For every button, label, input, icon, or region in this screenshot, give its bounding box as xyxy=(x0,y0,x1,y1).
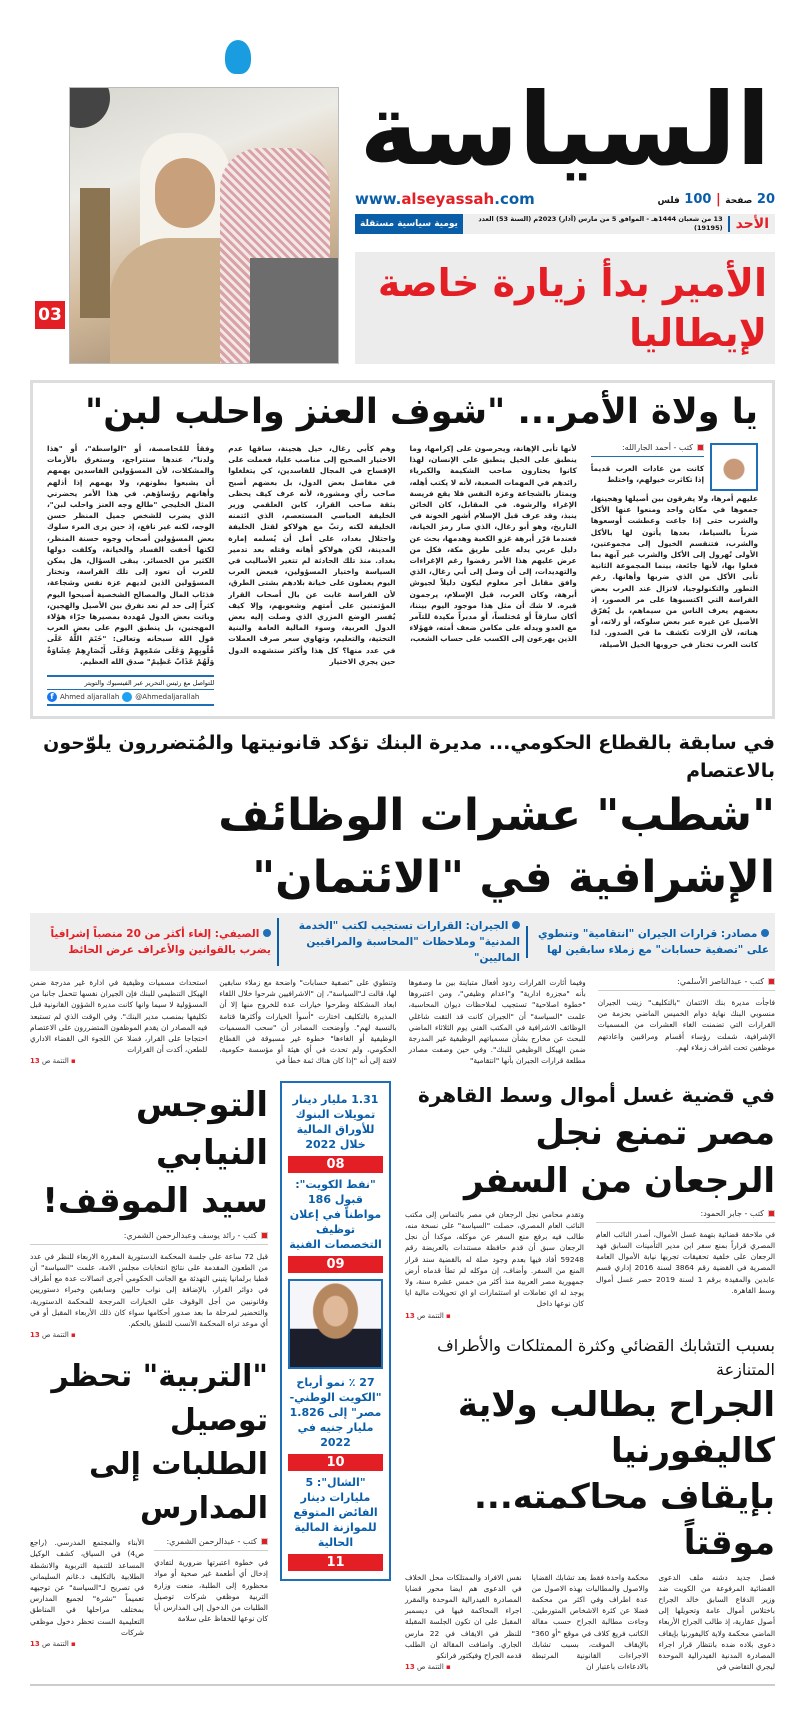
egypt-col2: وتقدم محامي نجل الرجعان في مصر بالتماس إلى مكتب النائب العام المصري، حصلت "السياسة" على نسخة منه، طالب فيه برفع منع السفر عن موكله، موكدا أن نجل الرجعان سبق أن قدم حافظة مستندات بالعريضة رقم 59248 أفاد فيها بعدم وجود صلة له بالقضية سند قرار المنع من السفر. وأضاف، إن موكله لم تطأ قدماه أرض جمهورية مصر العربية منذ أكثر من خمس عشرة سنة، ولا يوجد له اي تعاملات او استثمارات او اي تحويلات مالية ايا كان نوعها داخل xyxy=(405,1209,584,1309)
globe-icon xyxy=(512,921,520,929)
author-photo xyxy=(710,443,758,491)
twitter-handle[interactable]: @Ahmedaljarallah xyxy=(135,693,200,702)
twitter-icon[interactable] xyxy=(122,692,132,702)
index-item[interactable]: 1.31 مليار دينار تمويلات البنوك للأوراق المالية خلال 2022 xyxy=(292,1092,379,1151)
bullet-icon xyxy=(697,444,704,451)
education-col1: في خطوة اعتبرتها ضرورية لتفادي إدخال أي أطعمة غير صحية أو مواد محظورة إلى الطلبة، منعت وزارة التربية موظفي شركات توصيل الطلبات من الدخول إلى المدارس أيا كان نوعها للحفاظ على سلامة xyxy=(154,1558,268,1624)
top-section xyxy=(30,40,775,364)
continued-link[interactable]: ▪ التتمة ص 13 xyxy=(30,1331,76,1340)
index-page[interactable]: 09 xyxy=(288,1256,383,1273)
main-kicker: في سابقة بالقطاع الحكومي... مديرة البنك تؤكد قانونيتها والمُتضررون يلوّحون بالاعتصام xyxy=(43,732,775,783)
egypt-kicker: في قضية غسل أموال وسط القاهرة xyxy=(418,1082,775,1107)
egypt-col1: في ملاحقة قضائية بتهمة غسل الأموال، أصدر النائب العام المصري قراراً بمنع سفر ابن مدير التأمينات السابق فهد الرجعان على خلفية تحقيقات تجريها نيابة الأموال العامة المصرية في القضية رقم 3864 لسنة 2016 إداري قسم عابدين والمقيدة برقم 1 لسنة 2019 حصر غسل أموال وسط القاهرة. xyxy=(596,1229,775,1295)
jarrah-kicker: بسبب التشابك القضائي وكثرة الممتلكات والأطراف المتنازعة xyxy=(437,1335,775,1379)
index-item[interactable]: "نفط الكويت": قبول 186 مواطناً في إعلان توظيف التخصصات الفنية xyxy=(289,1177,382,1251)
education-headline-2[interactable]: الطلبات إلى المدارس xyxy=(88,1447,268,1527)
facebook-icon[interactable]: f xyxy=(47,692,57,702)
editorial-col2: لأنها تأبى الإهانة، ويحرصون على إكرامها، وما ينطبق على الخيل ينطبق على الإنسان، لهذا كانوا يختارون صاحب الشكيمة والكبرياء رائدهم في المهمات الصعبة، لأنه لا يكتب أهله، ويمتاز بالشجاعة وعزة النفس فلا يقع فريسة الإغراء والرشوة. في المقابل، كان الخائن ينبذ، وقد عرف قبل الإسلام أشهر الخونة في التاريخ، وهو أبو رغال، الذي صار رمز الخيانة، فعندما قرّر أبرهة غزو الكعبة وهدمها، بحث عن دليل عربي يدله على طريق مكة، فكل من عرض عليهم هذا الأمر رفضوا رغم الإغراءات والتهديدات، إلى أن وصل إلى أبي رغال، الذي وافق مقابل أجر معلوم ليكون دليلاً لجيوش أبرهة، وكان العرب، قبل الإسلام، يرجمون قبره. لا شك أن مثل هذا موجود اليوم بيننا، أكان سارقاً أو مُختلساً، أو مدبراً مكيدة للتآمر مع العدو ويدله على مكامن ضعف أمته، فهؤلاء الذين يهرعون إلى الكسب على حساب الشعب، xyxy=(409,444,577,644)
parliament-byline: كتب - رائد يوسف وعبدالرحمن الشمري: xyxy=(30,1231,268,1245)
main-col1: فاجأت مديرة بنك الائتمان "بالتكليف" زينب الجيران منسوبي البنك نهاية دوام الخميس الماضي بحزمة من القرارات التي تضمنت الغاء العشرات من المسميات الإشرافية، شملت رؤساء أقسام ومراقبين واعادتهم موظفين تحت اشراف زملاء لهم. xyxy=(597,998,775,1052)
editorial-col1: عليهم أمرها، ولا يفرقون بين أصيلها وهجينها، جمعوها في مكان واحد ومنعوا عنها الأكل والشرب حتى إذا جاعت وعطشت أوسعوها ضرباً بالسياط، بعدها يأتون لها بالأكل والشرب، فتنقسم الخيول إلى مجموعتين، الأولى تُهرول إلى الأكل والشرب غير آبهة بما فعلوا بها، لأنها جائعة، بينما المجموعة الثانية تأبى الأكل من الذي ضربها وأهانها. رغم التطور والتكنولوجيا، لاتزال عند العرب بعض الفراسة التي اكتسبوها على مر العصور، إذ بعضهم يعرف الناس من سيماهم، بل يُفرّق الأصيل عن غيره عبر بعض سلوكه، أو زلاته، أو هناته، لأن الزلات تكشف ما في الصدور. لذا كانت العرب تختار في حروبها الخيل الأصيلة، xyxy=(590,494,758,649)
jarrah-col2: محكمة واحدة فقط بعد تشابك القضايا والاصول والمطالبات بهذه الاصول من عدة اطراف وفي اكثر من محكمة فضلا عن كثرة الاشخاص المتورطين. وجاءت مطالبة الجراح حسب مقالة الكاتب فريغ كلاف في موقع "أو 360" بالإيقاف الموقت، بسبب تشابك الاجراءات القانونية المرتبطة بالادعاءات باعتبار ان xyxy=(531,1572,649,1672)
main-col3: وتنطوي على "تصفية حسابات" واضحة مع زملاء سابقين لها، قالت لـ"السياسة"، إن "الاشرافيين شرحوا خلال اللقاء ابعاد المشكلة وطرحوا خيارات عدة للخروج منها إلا أن المديرة بالتكليف اختارت "أسوأ الخيارات وأكثرها قتامة بالنسبة لهم". وأوضحت المصادر أن "سحب المسميات الوظيفية أو الغاءها" خطوة غير مسبوقة في القطاع الحكومي، ولم تحدث في أي هيئة أو مؤسسة حكومية، لافتة إلى أنه "إذا كان هناك ثمة خطأ في xyxy=(219,978,397,1066)
subhead[interactable]: الجيران: القرارات تستجيب لكتب "الخدمة المدنية" وملاحظات "المحاسبة والمراقبين الماليين" xyxy=(277,918,526,966)
tagline-badge: يومية سياسية مستقلة xyxy=(355,214,463,234)
main-col2: وفيما أثارت القرارات ردود أفعال متباينة بين ما وصفوها بأنه "مجزرة ادارية" و"اعدام وظيفي"، ومن اعتبروها "خطوة اصلاحية" تستجيب لملاحظات ديوان المحاسبة، علمت "السياسة" أن "الجيران كانت قد التقت شاغلي الوظائف الاشرافية في المكتب الفني يوم الثلاثاء الماضي للبحث عن مخارج بشأن مسمياتهم الوظيفية غير المدرجة ضمن الهيكل الوظيفي للبنك". وفي حين وصفت مصادر مطلعة قرارات الجيران بأنها "انتقامية" xyxy=(408,978,586,1066)
parliament-body: قبل 72 ساعة على جلسة المحكمة الدستورية المقررة الاربعاء للنظر في عدد من الطعون المقدمة على نتائج انتخابات مجلس الامة، علمت "السياسة" أن قطبا برلمانيا يتبنى التهدئة مع الجانب الحكومي أجرى اتصالات عدة مع أطراف في دوائر القرار، بالإضافة إلى نواب حاليين وسابقين وخبراء دستوريين وقانونيين من أجل الوقوف على الخيارات المرجحة للمحكمة الدستورية، والتحضير لمرحلة ما بعد صدور أحكامها سواء كان ذلك الأربعاء المقبل أو في أي موعد تراه المحكمة الأنسب للنطق بالحكم. xyxy=(30,1251,268,1328)
lead-headline[interactable]: الأمير بدأ زيارة خاصة لإيطاليا xyxy=(377,261,767,355)
editorial-headline[interactable]: يا ولاة الأمر... "شوف العنز واحلب لبن" xyxy=(85,392,758,432)
index-page[interactable]: 11 xyxy=(288,1554,383,1571)
parliament-headline-1[interactable]: التوجس النيابي xyxy=(135,1084,268,1173)
index-photo xyxy=(288,1279,383,1369)
date-bar xyxy=(355,214,775,234)
lead-photo xyxy=(69,87,339,364)
index-page[interactable]: 10 xyxy=(288,1454,383,1471)
website-link[interactable]: www.alseyassah.com xyxy=(355,190,535,208)
jarrah-headline-2[interactable]: بإيقاف محاكمته... موقتاً xyxy=(473,1476,775,1563)
globe-icon xyxy=(761,929,769,937)
continued-link[interactable]: ▪ التتمة ص 13 xyxy=(404,1663,451,1672)
subhead[interactable]: مصادر: قرارات الجيران "انتقامية" وتنطوي على "تصفية حسابات" مع زملاء سابقين لها xyxy=(526,926,775,958)
editorial-box xyxy=(30,380,775,719)
masthead xyxy=(355,40,775,364)
editorial-col3: وهم كأبي رغال، خيل هجينة، ساقها عدم الاختيار الصحيح إلى مناصب عليا، فعملت على الإفساح في المجال للفاسدين، كي يتغلغلوا في مفاصل بعض الدول، بل بعضهم أصبح صاحب رأي ومشورة، لأنه عرف كيف يحظى بثقة صاحب القرار، كابن العلقمي وزير الخليفة العباسي المستعصم، الذي ائتمنه الخليفة لكنه رتبّ مع هولاكو لقتل الخليفة واحتلال بغداد، على أمل أن يُسلمه إمارة المدينة، لكن هولاكو أهانه وقتله بعد تدمير بغداد. منذ تلك الحادثة لم تتغير الأساليب في السياسة واختيار المسؤولين، فبعض العرب اليوم يعملون على خيانة بلادهم بشتى الطرق، لأن الفراسة غابت عن بال أصحاب القرار المؤتمنين على أمتهم وشعوبهم، وإلا كيف يُفسر الوضع المزري الذي وصلت إليه بعض الدول العربية، وسوء المالية العامة والبنية التحتية، والتعليم، وتهاوي سعر صرف العملات في عدد منها؟ كل هذا وأكثر ستشهده الدول حين يجري الاختيار xyxy=(228,444,396,666)
index-item[interactable]: "الشال": 5 مليارات دينار الفائض المتوقع للموازنة المالية الحالية xyxy=(293,1475,378,1549)
egypt-byline: كتب - جابر الحمود: xyxy=(596,1209,775,1223)
education-byline: كتب - عبدالرحمن الشمري: xyxy=(154,1537,268,1551)
falcon-logo-icon xyxy=(225,40,251,74)
facebook-handle[interactable]: Ahmed aljarallah xyxy=(60,693,120,702)
newspaper-logo: السياسة xyxy=(355,40,775,186)
main-subheads xyxy=(30,913,775,971)
bottom-rule xyxy=(30,1684,775,1686)
continued-link[interactable]: ▪ التتمة ص 13 xyxy=(30,1639,76,1648)
education-col2: الأبناء والمجتمع المدرسي. (راجع ص4) في السياق، كشف الوكيل المساعد للتنمية التربوية والانشطة الطلابية بالتكليف د.غانم السليماني في تصريح لـ"السياسة" عن توجيهه تعميماً "نشرة" لجميع المدارس بمختلف مراحلها في المناطق التعليمية الست تحظر دخول موظفي شركات xyxy=(30,1538,144,1637)
egypt-headline[interactable]: مصر تمنع نجل الرجعان من السفر xyxy=(463,1112,775,1201)
lead-headline-bar xyxy=(355,252,775,364)
globe-icon xyxy=(263,929,271,937)
main-headline[interactable]: "شطب" عشرات الوظائف الإشرافية في "الائتمان" xyxy=(218,790,775,904)
education-headline-1[interactable]: "التربية" تحظر توصيل xyxy=(51,1359,268,1439)
lead-page-ref[interactable]: 03 xyxy=(35,301,65,329)
editorial-byline: كتب - أحمد الجارالله: xyxy=(591,443,704,457)
parliament-headline-2[interactable]: سيد الموقف! xyxy=(42,1180,268,1221)
editorial-col4: وفقاً للمُحاصصة، أو "الواسطة"، أو "هذا ولدنا"، عندها ستتراجع، وستغرق بالأزمات والمشكلات، لأن المسؤولين الفاسدين يهمهم أن يشبعوا بطونهم، ولا يهمهم إذا أذلهم وأهانهم رؤساؤهم. في هذا الأمر يحضرني المثل الخليجي "طالع وجه العنز واحلب لبن"، الذي يضرب للشخص جميل المنظر حسن الوجه، لكنه غير نافع، إذ حين يرى المرء سلوك بعض المسؤولين أصحاب وجوه حسنة المنظر، لكنها أخفت الفساد والخيانة، وكلفت دولها الكثير من الخسائر. يبقى السؤال، هل يمكن للعرب أن تعود إلى تلك الفراسة، وتختار المسؤولين الذين لديهم عزة نفس وشجاعة، فذئاب المال والمصالح الشخصية أصبحوا اليوم كثراً إلى حد لم نعد نفرق بين الأصيل والهجين، وباتت بعض الدول مُهددة بمصيرها جرّاء هؤلاء المهجنين، بل ينطبق اليوم على بعض العرب قول الله سبحانه وتعالى: "خَتَمَ اللَّهُ عَلَى قُلُوبِهِمْ وَعَلَى سَمْعِهِمْ وَعَلَى أَبْصَارِهِمْ غِشَاوَةٌ وَلَهُمْ عَذَابٌ عَظِيمٌ" صدق الله العظيم. xyxy=(47,444,215,666)
day-label: الأحد xyxy=(728,216,775,232)
index-page[interactable]: 08 xyxy=(288,1156,383,1173)
jarrah-col1: فصل جديد دشنه ملف الدعوى القضائية المرفوعة من الكويت ضد وزير الدفاع السابق خالد الجراح باختلاس أموال عامة وتحويلها إلى أصول عقارية، إذ طالب الجراح الأربعاء الماضي محكمة ولاية كاليفورنيا بإيقاف دعوى بلاده ضده بانتظار قرار اجراء المصادرة المدنية الفيدرالية الموحدة ليجري التقاضي في xyxy=(658,1572,775,1672)
editorial-col1-intro: كانت من عادات العرب قديماً إذا تكاثرت خيولهم، واختلط xyxy=(590,464,704,485)
index-item[interactable]: 27 ٪ نمو أرباح "الكويت الوطني- مصر" إلى 1.826 مليار جنيه في 2022 xyxy=(289,1375,382,1449)
contact-block: للتواصل مع رئيس التحرير عبر الفيسبوك والتويتر f Ahmed aljarallah @Ahmedaljarallah xyxy=(47,675,214,706)
main-col4: استحداث مسميات وظيفية في ادارة غير مدرجة ضمن الهيكل التنظيمي للبنك فإن الجيران نفسها تتحمل جانبا من المسؤولية لا سيما وانها كانت مديرة الشؤون القانونية قبل تكليفها بمنصب مدير البنك". وفي الوقت الذي لم تستبعد فيه المصادر ان يقدم الموظفون المتضررون على الاعتصام احتجاجا على القرار، فضلا عن اللجوء الى القضاء الاداري للطعن، أكدت أن القرارات xyxy=(30,978,208,1055)
pages-price: 20 صفحة | 100 فلس xyxy=(657,191,775,207)
continued-link[interactable]: ▪ التتمة ص 13 xyxy=(30,1057,76,1066)
continued-link[interactable]: ▪ التتمة ص 13 xyxy=(405,1311,451,1320)
index-sidebar xyxy=(280,1081,391,1581)
jarrah-col3: نفس الافراد والممتلكات محل الخلاف في الدعوى هم ايضا محور قضايا المصادرة الفيدرالية الموحدة والمقرر اجراء المحاكمة فيها في ديسمبر المقبل على ان تكون الجلسة المقبلة للنظر في الايقاف في 22 مارس الجاري. واضافت المقالة ان الطلب قدمه الجراح وفيكتور فرانكو xyxy=(404,1572,522,1660)
jarrah-headline-1[interactable]: الجراح يطالب ولاية كاليفورنيا xyxy=(457,1384,775,1471)
main-byline: كتب - عبدالناصر الأسلمي: xyxy=(598,977,775,991)
date-line: 13 من شعبان 1444هـ - الموافق 5 من مارس (آذار) 2023م (السنة 53) العدد (19195) xyxy=(478,215,723,232)
subhead[interactable]: الصيفي: إلغاء أكثر من 20 منصباً إشرافياً يضرب بالقوانين والأعراف عرض الحائط xyxy=(50,928,271,957)
